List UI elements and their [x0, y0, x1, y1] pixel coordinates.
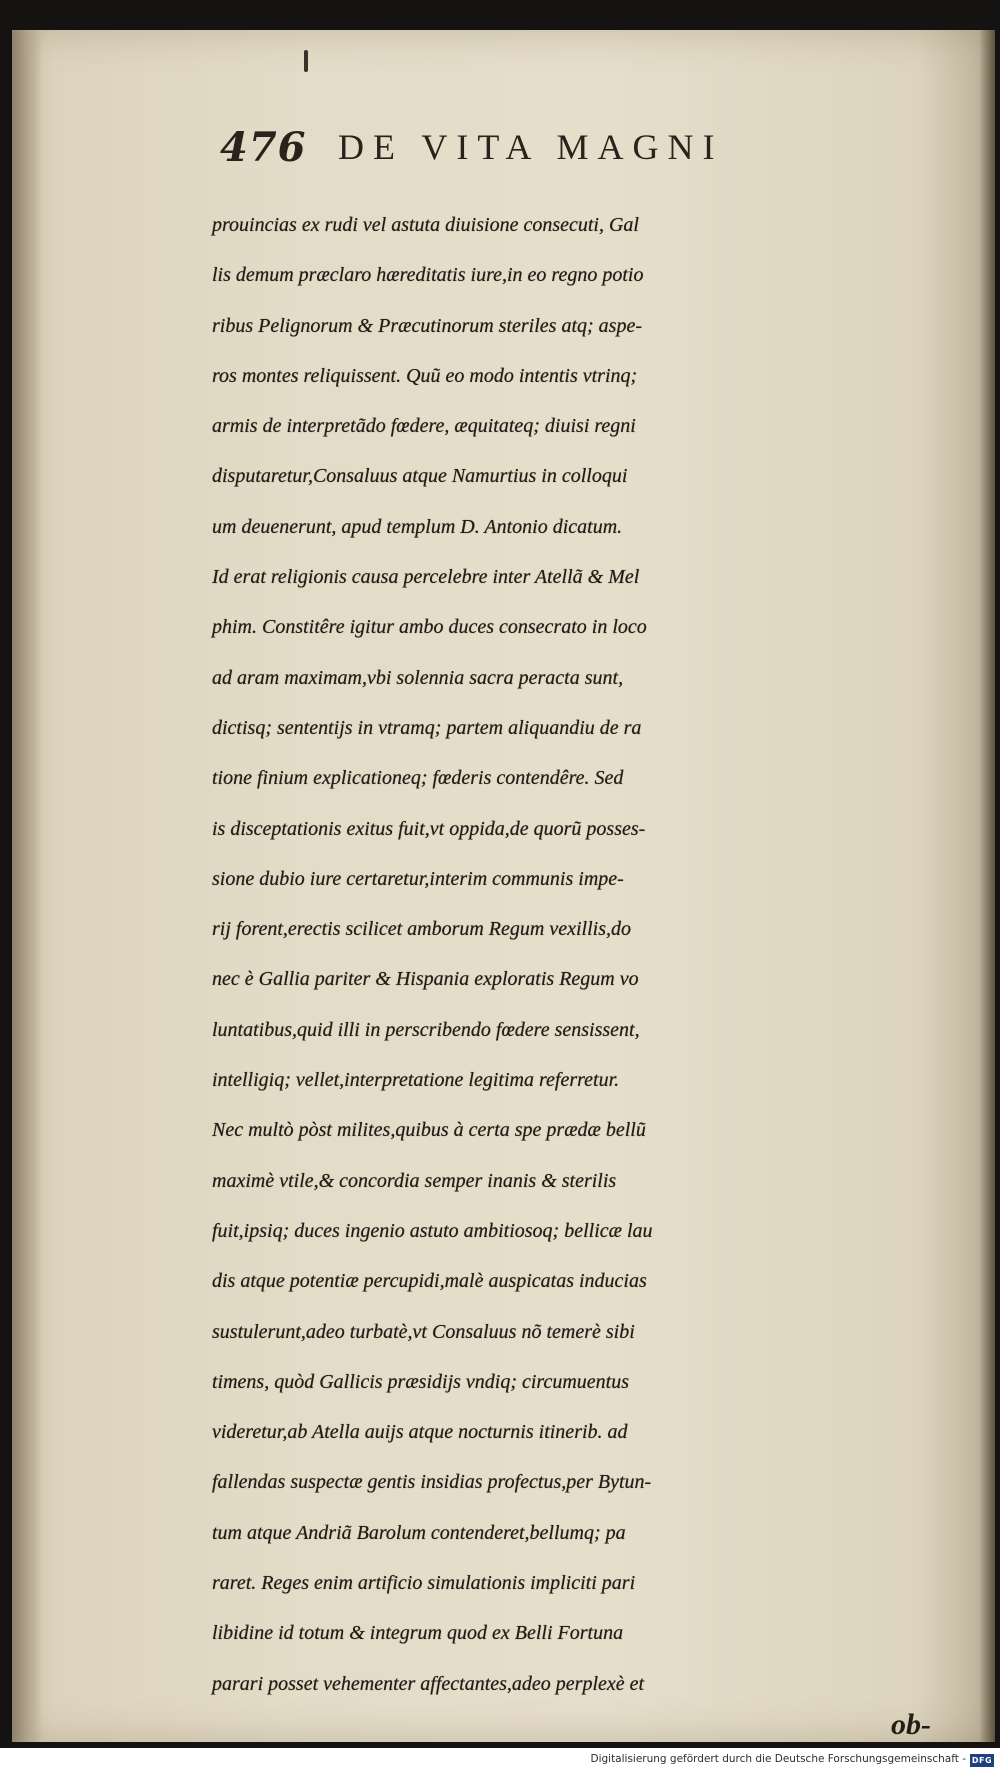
page-number: 476 — [220, 124, 307, 171]
page-right-edge — [979, 30, 995, 1742]
text-line: nec è Gallia pariter & Hispania exploratis Regum vo — [212, 968, 639, 991]
book-page — [12, 30, 995, 1742]
text-line: ribus Pelignorum & Præcutinorum steriles atq; aspe- — [212, 314, 642, 337]
text-line: fallendas suspectæ gentis insidias profectus,per Bytun- — [212, 1471, 652, 1494]
text-line: dictisq; sententijs in vtramq; partem aliquandiu de ra — [212, 716, 642, 739]
text-line: tione finium explicationeq; fœderis contendêre. Sed — [212, 767, 624, 790]
dfg-logo: DFG — [971, 1756, 993, 1765]
text-line: videretur,ab Atella auijs atque nocturnis itinerib. ad — [212, 1421, 628, 1444]
funding-credit: Digitalisierung gefördert durch die Deutsche Forschungsgemeinschaft - — [590, 1753, 966, 1765]
text-line: luntatibus,quid illi in perscribendo fœdere sensissent, — [212, 1018, 640, 1041]
running-title: DE VITA MAGNI — [338, 127, 724, 167]
text-line: rij forent,erectis scilicet amborum Regum vexillis,do — [212, 918, 631, 941]
ink-mark — [304, 50, 308, 72]
text-line: phim. Constitêre igitur ambo duces consecrato in loco — [212, 616, 647, 639]
text-line: libidine id totum & integrum quod ex Belli Fortuna — [212, 1622, 624, 1645]
text-line: dis atque potentiæ percupidi,malè auspicatas inducias — [212, 1270, 647, 1293]
text-line: Nec multò pòst milites,quibus à certa spe prædæ bellũ — [212, 1119, 646, 1142]
digitization-footer — [0, 1748, 1000, 1773]
text-line: sustulerunt,adeo turbatè,vt Consaluus nõ temerè sibi — [212, 1320, 635, 1343]
text-line: um deuenerunt, apud templum D. Antonio dicatum. — [212, 515, 623, 538]
text-line: intelligiq; vellet,interpretatione legitima referretur. — [212, 1069, 620, 1092]
text-line: lis demum præclaro hæreditatis iure,in eo regno potio — [212, 264, 644, 287]
body-text — [212, 200, 972, 1709]
text-line: is disceptationis exitus fuit,vt oppida,de quorũ posses- — [212, 817, 646, 840]
text-line: ad aram maximam,vbi solennia sacra peracta sunt, — [212, 666, 624, 689]
text-line: Id erat religionis causa percelebre inter Atellã & Mel — [212, 566, 640, 589]
catchword: ob- — [891, 1708, 931, 1741]
page-header — [220, 124, 820, 188]
text-line: timens, quòd Gallicis præsidijs vndiq; circumuentus — [212, 1370, 630, 1393]
text-line: parari posset vehementer affectantes,adeo perplexè et — [212, 1672, 645, 1695]
text-line: maximè vtile,& concordia semper inanis & sterilis — [212, 1169, 617, 1192]
page-gutter — [12, 30, 42, 1742]
text-line: armis de interpretãdo fœdere, æquitateq; diuisi regni — [212, 415, 636, 438]
text-line: disputaretur,Consaluus atque Namurtius in colloqui — [212, 465, 628, 488]
text-line: raret. Reges enim artificio simulationis impliciti pari — [212, 1572, 636, 1595]
text-line: ros montes reliquissent. Quũ eo modo intentis vtrinq; — [212, 364, 638, 387]
text-line: tum atque Andriã Barolum contenderet,bellumq; pa — [212, 1521, 626, 1544]
text-line: prouincias ex rudi vel astuta diuisione consecuti, Gal — [212, 214, 639, 236]
text-line: sione dubio iure certaretur,interim communis impe- — [212, 867, 624, 890]
text-line: fuit,ipsiq; duces ingenio astuto ambitiosoq; bellicæ lau — [212, 1219, 653, 1242]
